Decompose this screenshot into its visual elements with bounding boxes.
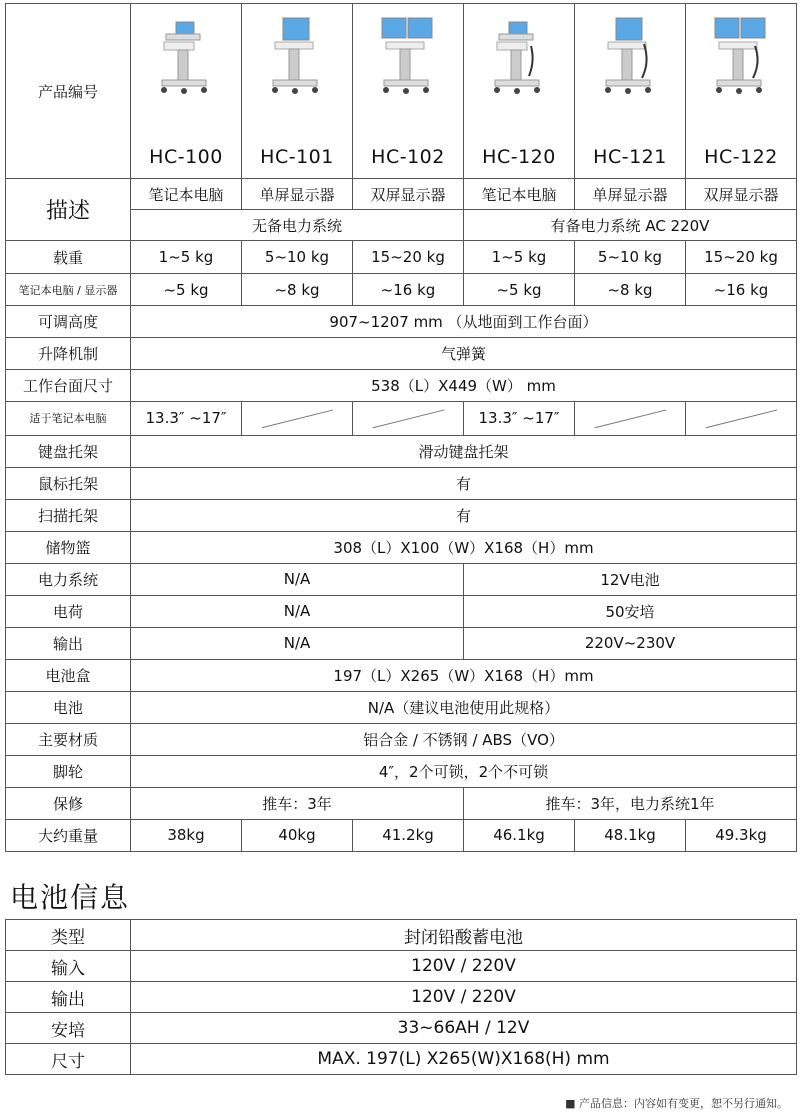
model-cell: [131, 4, 242, 179]
product-spec-table: [5, 3, 797, 852]
description-label: 描述: [6, 179, 131, 241]
weight-value: 48.1kg: [575, 819, 686, 851]
charge-value: N/A: [131, 595, 464, 627]
dual-monitor-cart-image: [705, 16, 777, 96]
battery-info-title: 电池信息: [10, 881, 131, 914]
description-type: 单屏显示器: [242, 179, 353, 210]
load-value: 15~20 kg: [353, 241, 464, 274]
basket-value: 308（L）X100（W）X168（H）mm: [131, 531, 797, 563]
battery-info-table: [5, 919, 797, 1075]
model-cell: [353, 4, 464, 179]
table-row: [6, 1013, 797, 1044]
power-system-value: 12V电池: [464, 563, 797, 595]
caster-value: 4″，2个可锁，2个不可锁: [131, 755, 797, 787]
laptop-display-label: 笔记本电脑 / 显示器: [6, 274, 131, 306]
single-monitor-cart-image: [261, 16, 333, 96]
weight-label: 大约重量: [6, 819, 131, 851]
lift-label: 升降机制: [6, 338, 131, 370]
scanner-label: 扫描托架: [6, 499, 131, 531]
battery-label: 电池: [6, 691, 131, 723]
not-applicable-cell: [575, 402, 686, 436]
product-number-label: 产品编号: [6, 4, 131, 179]
model-code: HC-122: [704, 146, 778, 168]
power-system-label: 电力系统: [6, 563, 131, 595]
battery-value: N/A（建议电池使用此规格）: [131, 691, 797, 723]
basket-label: 储物篮: [6, 531, 131, 563]
model-cell: [575, 4, 686, 179]
laptop-display-value: ~16 kg: [353, 274, 464, 306]
mouse-label: 鼠标托架: [6, 467, 131, 499]
charge-value: 50安培: [464, 595, 797, 627]
height-value: 907~1207 mm （从地面到工作台面）: [131, 306, 797, 338]
output-value: N/A: [131, 627, 464, 659]
battery-info-label: 安培: [6, 1013, 131, 1044]
keyboard-value: 滑动键盘托架: [131, 435, 797, 467]
battery-info-value: 120V / 220V: [131, 951, 797, 982]
height-label: 可调高度: [6, 306, 131, 338]
battery-info-label: 尺寸: [6, 1044, 131, 1075]
power-system-value: N/A: [131, 563, 464, 595]
description-type: 笔记本电脑: [464, 179, 575, 210]
model-code: HC-120: [482, 146, 556, 168]
fit-laptop-value: 13.3″ ~17″: [131, 402, 242, 436]
battery-info-value: 33~66AH / 12V: [131, 1013, 797, 1044]
power-ac-cell: 有备电力系统 AC 220V: [464, 210, 797, 241]
model-code: HC-101: [260, 146, 334, 168]
load-value: 5~10 kg: [242, 241, 353, 274]
description-type: 双屏显示器: [686, 179, 797, 210]
weight-value: 41.2kg: [353, 819, 464, 851]
warranty-value: 推车：3年，电力系统1年: [464, 787, 797, 819]
scanner-value: 有: [131, 499, 797, 531]
model-code: HC-100: [149, 146, 223, 168]
output-value: 220V~230V: [464, 627, 797, 659]
description-type: 单屏显示器: [575, 179, 686, 210]
diagonal-slash: [575, 402, 685, 435]
diagonal-slash: [242, 402, 352, 435]
battery-box-label: 电池盒: [6, 659, 131, 691]
load-value: 15~20 kg: [686, 241, 797, 274]
model-code: HC-121: [593, 146, 667, 168]
battery-box-value: 197（L）X265（W）X168（H）mm: [131, 659, 797, 691]
laptop-display-value: ~5 kg: [464, 274, 575, 306]
diagonal-slash: [686, 402, 796, 435]
model-cell: [464, 4, 575, 179]
power-none-cell: 无备电力系统: [131, 210, 464, 241]
load-value: 1~5 kg: [131, 241, 242, 274]
load-label: 载重: [6, 241, 131, 274]
warranty-value: 推车：3年: [131, 787, 464, 819]
weight-value: 46.1kg: [464, 819, 575, 851]
battery-info-label: 输出: [6, 982, 131, 1013]
laptop-display-value: ~5 kg: [131, 274, 242, 306]
fit-laptop-value: 13.3″ ~17″: [464, 402, 575, 436]
fit-laptop-label: 适于笔记本电脑: [6, 402, 131, 436]
battery-info-label: 类型: [6, 920, 131, 951]
worksurface-label: 工作台面尺寸: [6, 370, 131, 402]
table-row: [6, 982, 797, 1013]
diagonal-slash: [353, 402, 463, 435]
description-type: 双屏显示器: [353, 179, 464, 210]
battery-info-value: MAX. 197(L) X265(W)X168(H) mm: [131, 1044, 797, 1075]
load-value: 1~5 kg: [464, 241, 575, 274]
worksurface-value: 538（L）X449（W） mm: [131, 370, 797, 402]
not-applicable-cell: [353, 402, 464, 436]
laptop-display-value: ~8 kg: [242, 274, 353, 306]
model-cell: [686, 4, 797, 179]
description-type: 笔记本电脑: [131, 179, 242, 210]
weight-value: 49.3kg: [686, 819, 797, 851]
dual-monitor-cart-image: [372, 16, 444, 96]
material-label: 主要材质: [6, 723, 131, 755]
charge-label: 电荷: [6, 595, 131, 627]
weight-value: 40kg: [242, 819, 353, 851]
mouse-value: 有: [131, 467, 797, 499]
load-value: 5~10 kg: [575, 241, 686, 274]
keyboard-label: 键盘托架: [6, 435, 131, 467]
table-row: [6, 920, 797, 951]
lift-value: 气弹簧: [131, 338, 797, 370]
weight-value: 38kg: [131, 819, 242, 851]
table-row: [6, 951, 797, 982]
not-applicable-cell: [686, 402, 797, 436]
laptop-display-value: ~16 kg: [686, 274, 797, 306]
laptop-display-value: ~8 kg: [575, 274, 686, 306]
footer-note: ■ 产品信息：内容如有变更，恕不另行通知。: [565, 1097, 788, 1110]
caster-label: 脚轮: [6, 755, 131, 787]
material-value: 铝合金 / 不锈钢 / ABS（VO）: [131, 723, 797, 755]
model-cell: [242, 4, 353, 179]
table-row: [6, 1044, 797, 1075]
not-applicable-cell: [242, 402, 353, 436]
battery-info-value: 120V / 220V: [131, 982, 797, 1013]
battery-info-label: 输入: [6, 951, 131, 982]
laptop-cart-image: [150, 16, 222, 96]
battery-info-value: 封闭铅酸蓄电池: [131, 920, 797, 951]
model-code: HC-102: [371, 146, 445, 168]
warranty-label: 保修: [6, 787, 131, 819]
single-monitor-cart-image: [594, 16, 666, 96]
laptop-cart-image: [483, 16, 555, 96]
output-label: 输出: [6, 627, 131, 659]
